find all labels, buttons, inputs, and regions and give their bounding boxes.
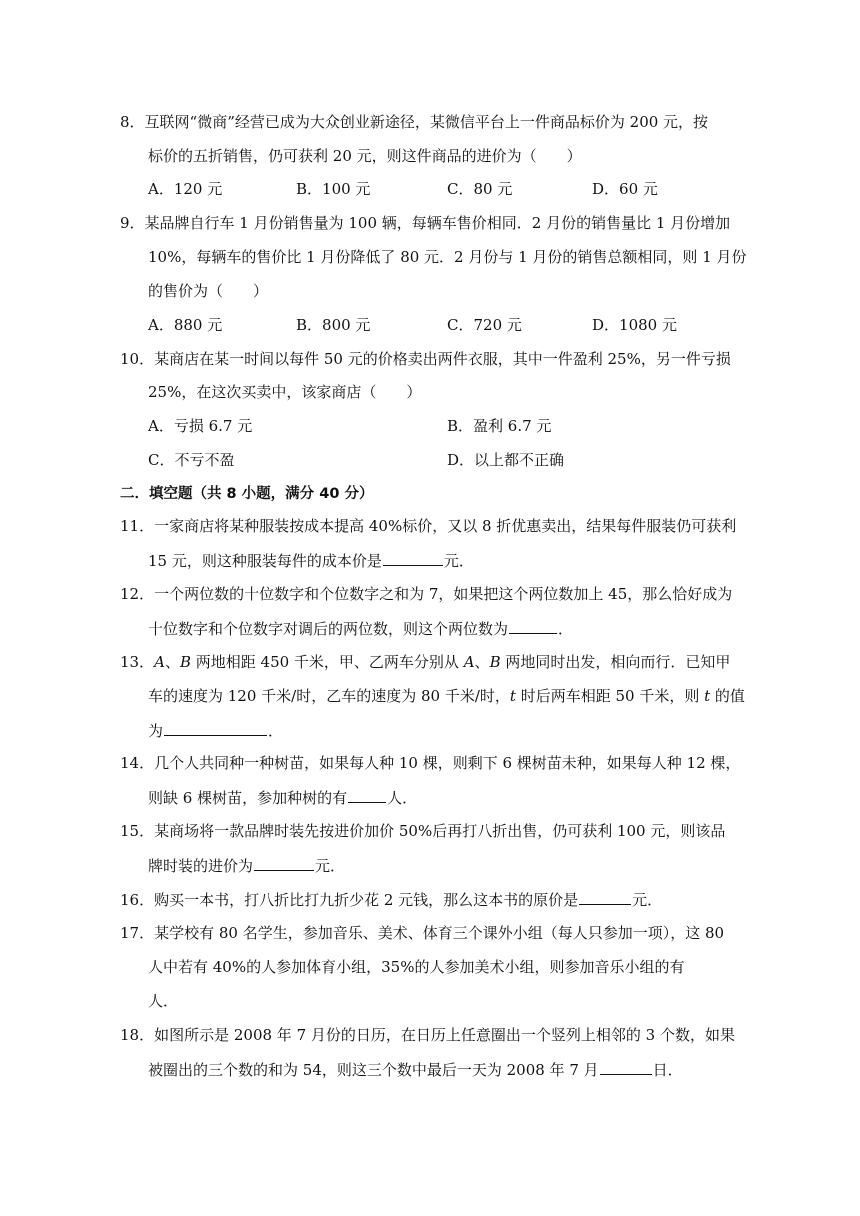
question-13-line-3 [148, 720, 283, 741]
question-18-line-2 [148, 1059, 683, 1080]
variable-t: t [704, 687, 711, 705]
question-9-option-b: B．800 元 [296, 316, 371, 334]
question-11-text-end: 元． [443, 552, 474, 570]
question-13-number: 13． [120, 653, 155, 671]
question-10-option-d: D．以上都不正确 [447, 451, 565, 469]
variable-t: t [509, 687, 516, 705]
answer-blank [600, 1059, 652, 1075]
question-13-line-2 [148, 686, 745, 706]
question-13-line-1 [120, 652, 730, 672]
question-11-text: 15 元，则这种服装每件的成本价是 [148, 552, 382, 570]
question-18-text-end: 日． [652, 1061, 683, 1079]
question-10-line-1: 10．某商店在某一时间以每件 50 元的价格卖出两件衣服，其中一件盈利 25%，另一件亏损 [120, 350, 731, 368]
question-10-option-b: B．盈利 6.7 元 [447, 417, 552, 435]
point-b-label: B [179, 653, 191, 671]
question-10-option-c: C．不亏不盈 [148, 451, 235, 469]
question-16-text-end: 元． [632, 891, 663, 909]
question-14-line-1: 14．几个人共同种一种树苗，如果每人种 10 棵，则剩下 6 棵树苗未种，如果每人种 12 棵， [120, 754, 741, 772]
question-13-text: 时后两车相距 50 千米，则 [515, 687, 705, 705]
question-13-text: 两地相距 450 千米，甲、乙两车分别从 [190, 653, 464, 671]
question-14-text: 则缺 6 棵树苗，参加种树的有 [148, 789, 348, 807]
question-13-text: 两地同时出发，相向而行．已知甲 [500, 653, 731, 671]
question-12-text-end: ． [558, 620, 574, 638]
question-9-line-3: 的售价为（ ） [148, 282, 269, 300]
question-14-line-2 [148, 787, 417, 808]
question-15-text: 牌时装的进价为 [148, 857, 254, 875]
question-13-sep: 、 [164, 653, 180, 671]
point-b-label: B [489, 653, 501, 671]
question-8-option-c: C．80 元 [447, 180, 513, 198]
answer-blank [509, 618, 557, 634]
question-13-text: 车的速度为 120 千米/时，乙车的速度为 80 千米/时， [148, 687, 510, 705]
question-9-option-c: C．720 元 [447, 316, 522, 334]
question-17-line-2: 人中若有 40%的人参加体育小组，35%的人参加美术小组，则参加音乐小组的有 [148, 958, 685, 976]
point-a-label: A [154, 653, 165, 671]
question-13-text-end: ． [268, 722, 284, 740]
question-10-option-a: A．亏损 6.7 元 [148, 417, 253, 435]
question-12-line-1: 12．一个两位数的十位数字和个位数字之和为 7，如果把这个两位数加上 45，那么恰好成为 [120, 585, 733, 603]
question-11-line-1: 11．一家商店将某种服装按成本提高 40%标价，又以 8 折优惠卖出，结果每件服装仍可获利 [120, 517, 737, 535]
question-15-text-end: 元． [315, 857, 346, 875]
answer-blank [164, 720, 267, 736]
question-13-text: 为 [148, 722, 164, 740]
answer-blank [579, 889, 631, 905]
question-16-line-1 [120, 889, 662, 910]
question-9-line-1: 9．某品牌自行车 1 月份销售量为 100 辆，每辆车售价相同．2 月份的销售量比 1 月份增加 [120, 214, 731, 232]
question-17-line-3: 人． [148, 992, 179, 1010]
question-8-option-b: B．100 元 [296, 180, 371, 198]
question-9-line-2: 10%，每辆车的售价比 1 月份降低了 80 元．2 月份与 1 月份的销售总额相同，则 1 月份 [148, 248, 747, 266]
question-12-text: 十位数字和个位数字对调后的两位数，则这个两位数为 [148, 620, 509, 638]
answer-blank [348, 787, 386, 803]
question-12-line-2 [148, 618, 573, 639]
question-17-line-1: 17．某学校有 80 名学生，参加音乐、美术、体育三个课外小组（每人只参加一项），这 80 [120, 924, 725, 942]
answer-blank [254, 855, 314, 871]
question-8-option-a: A．120 元 [148, 180, 223, 198]
question-18-line-1: 18．如图所示是 2008 年 7 月份的日历，在日历上任意圈出一个竖列上相邻的 3 个数，如果 [120, 1026, 735, 1044]
question-16-text: 16．购买一本书，打八折比打九折少花 2 元钱，那么这本书的原价是 [120, 891, 579, 909]
question-14-text-end: 人． [387, 789, 418, 807]
question-8-line-1: 8．互联网“微商”经营已成为大众创业新途径，某微信平台上一件商品标价为 200 元，按 [120, 113, 709, 131]
question-15-line-2 [148, 855, 345, 876]
question-13-text: 的值 [710, 687, 745, 705]
question-8-line-2: 标价的五折销售，仍可获利 20 元，则这件商品的进价为（ ） [148, 147, 582, 165]
answer-blank [383, 550, 443, 566]
question-11-line-2 [148, 550, 474, 571]
question-18-text: 被圈出的三个数的和为 54，则这三个数中最后一天为 2008 年 7 月 [148, 1061, 599, 1079]
point-a-label: A [463, 653, 475, 671]
question-15-line-1: 15．某商场将一款品牌时装先按进价加价 50%后再打八折出售，仍可获利 100 元，则该品 [120, 822, 726, 840]
question-8-option-d: D．60 元 [592, 180, 658, 198]
question-13-sep: 、 [474, 653, 490, 671]
section-2-heading: 二．填空题（共 8 小题，满分 40 分） [120, 486, 374, 502]
question-9-option-a: A．880 元 [148, 316, 223, 334]
question-9-option-d: D．1080 元 [592, 316, 677, 334]
question-10-line-2: 25%，在这次买卖中，该家商店（ ） [148, 383, 422, 401]
